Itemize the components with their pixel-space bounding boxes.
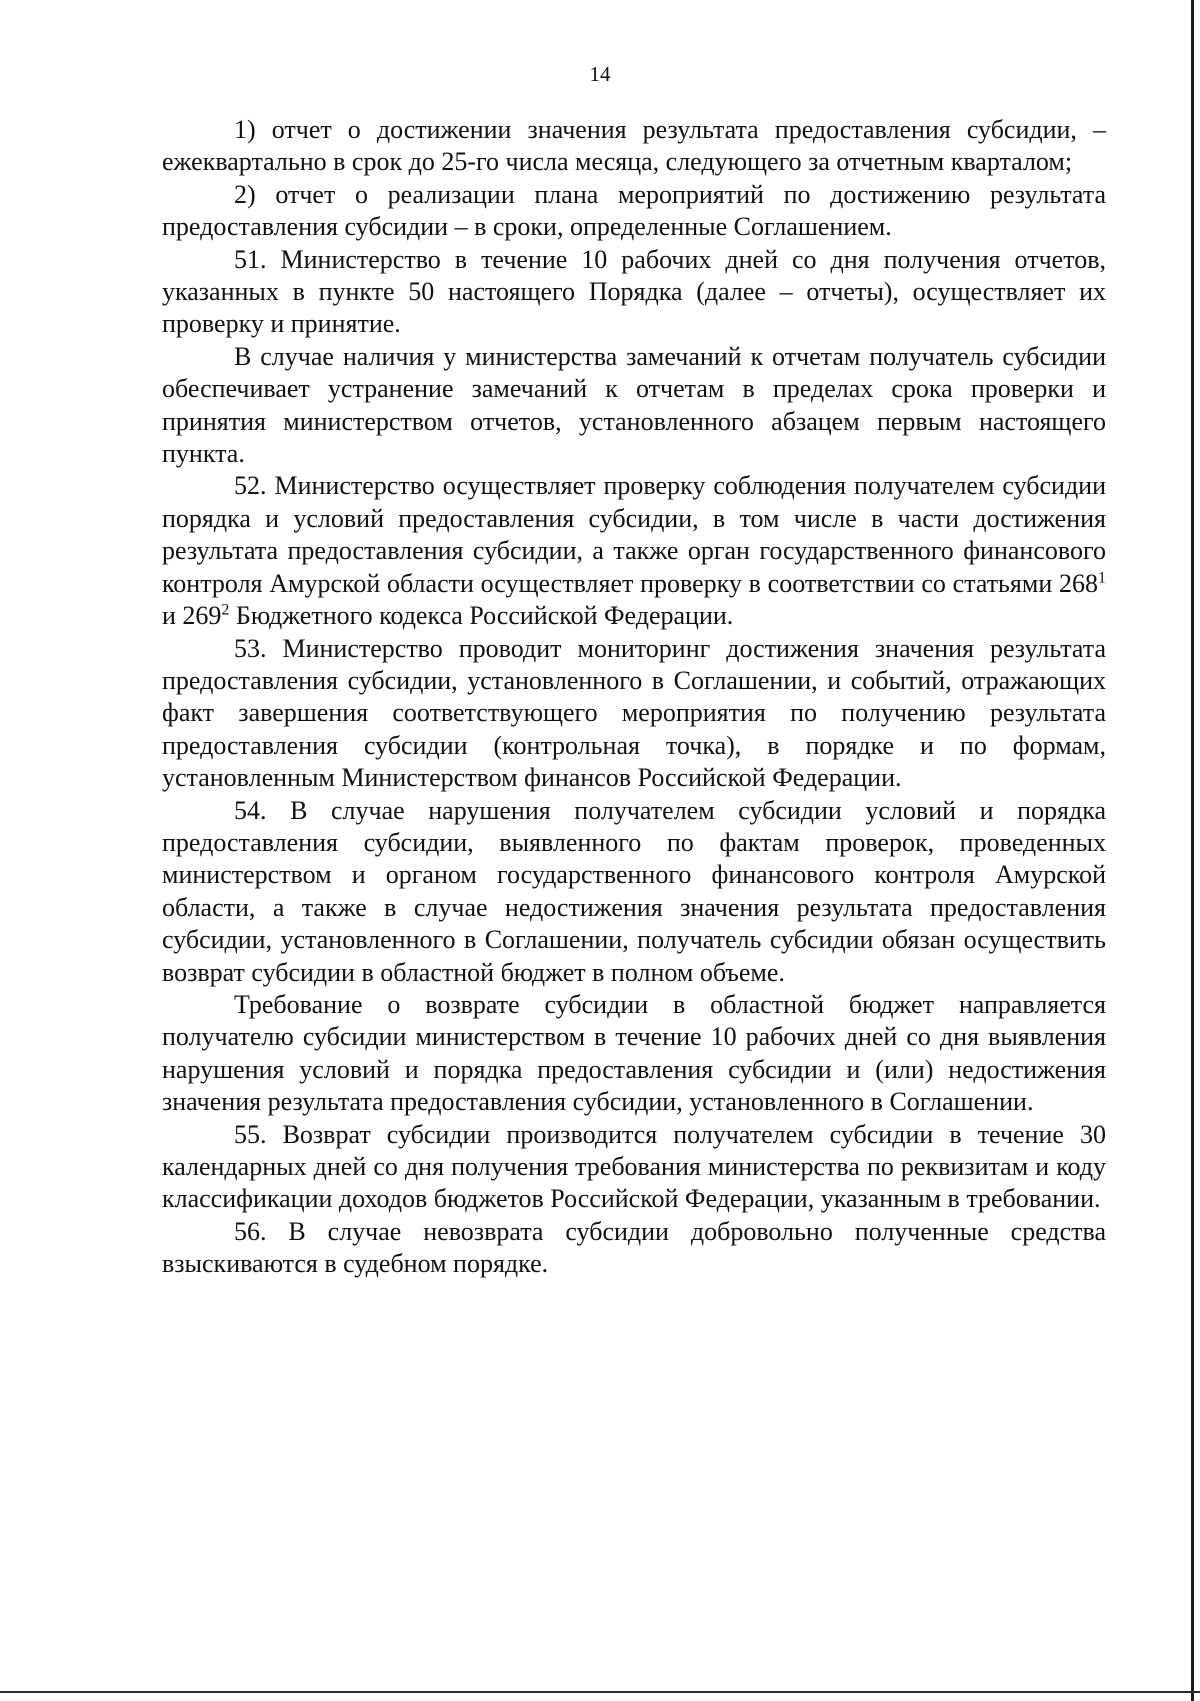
paragraph-51: 51. Министерство в течение 10 рабочих дней со дня получения отчетов, указанных в пункте 50 настоящего Порядка (далее – отчеты), осуществляет их проверку и принятие. (162, 244, 1106, 339)
scan-border-right (1191, 0, 1194, 1701)
paragraph-51-remarks: В случае наличия у министерства замечаний к отчетам получатель субсидии обеспечивает устранение замечаний к отчетам в пределах срока проверки и принятия министерством отчетов, установленного абзацем первым настоящего пункта. (162, 341, 1106, 469)
paragraph-report-result: 1) отчет о достижении значения результата предоставления субсидии, – ежеквартально в срок до 25-го числа месяца, следующего за отчетным кварталом; (162, 115, 1106, 177)
paragraph-52-text-2: и 269 (162, 601, 222, 631)
paragraph-report-plan: 2) отчет о реализации плана мероприятий по достижению результата предоставления субсидии – в сроки, определенные Соглашением. (162, 179, 1106, 242)
paragraph-53: 53. Министерство проводит мониторинг достижения значения результата предоставления субсидии, установленного в Соглашении, и событий, отражающих факт завершения соответствующего мероприятия по получению результата предоставления субсидии (контрольная точка), в порядке и по формам, установленным Министерством финансов Российской Федерации. (162, 633, 1106, 793)
footnote-sup-1: 1 (1098, 569, 1106, 587)
paragraph-52-text-3: Бюджетного кодекса Российской Федерации. (229, 601, 734, 631)
paragraph-52-text: 52. Министерство осуществляет проверку соблюдения получателем субсидии порядка и условий предоставления субсидии, в том числе в части достижения результата предоставления субсидии, а также орган государственного финансового контроля Амурской области осуществляет проверку в соответствии со статьями 268 (162, 471, 1106, 598)
paragraph-54-demand: Требование о возврате субсидии в областной бюджет направляется получателю субсидии министерством в течение 10 рабочих дней со дня выявления нарушения условий и порядка предоставления субсидии и (или) недостижения значения результата предоставления субсидии, установленного в Соглашении. (162, 989, 1106, 1117)
document-body (162, 114, 1106, 1281)
scan-border-bottom (0, 1691, 1200, 1693)
paragraph-52 (162, 470, 1106, 632)
paragraph-55: 55. Возврат субсидии производится получателем субсидии в течение 30 календарных дней со дня получения требования министерства по реквизитам и коду классификации доходов бюджетов Российской Федерации, указанным в требовании. (162, 1119, 1106, 1214)
paragraph-54: 54. В случае нарушения получателем субсидии условий и порядка предоставления субсидии, выявленного по фактам проверок, проведенных министерством и органом государственного финансового контроля Амурской области, а также в случае недостижения значения результата предоставления субсидии, установленного в Соглашении, получатель субсидии обязан осуществить возврат субсидии в областной бюджет в полном объеме. (162, 795, 1106, 987)
paragraph-56: 56. В случае невозврата субсидии добровольно полученные средства взыскиваются в судебном порядке. (162, 1216, 1106, 1279)
page-number: 14 (589, 62, 611, 86)
footnote-sup-2: 2 (221, 601, 230, 619)
